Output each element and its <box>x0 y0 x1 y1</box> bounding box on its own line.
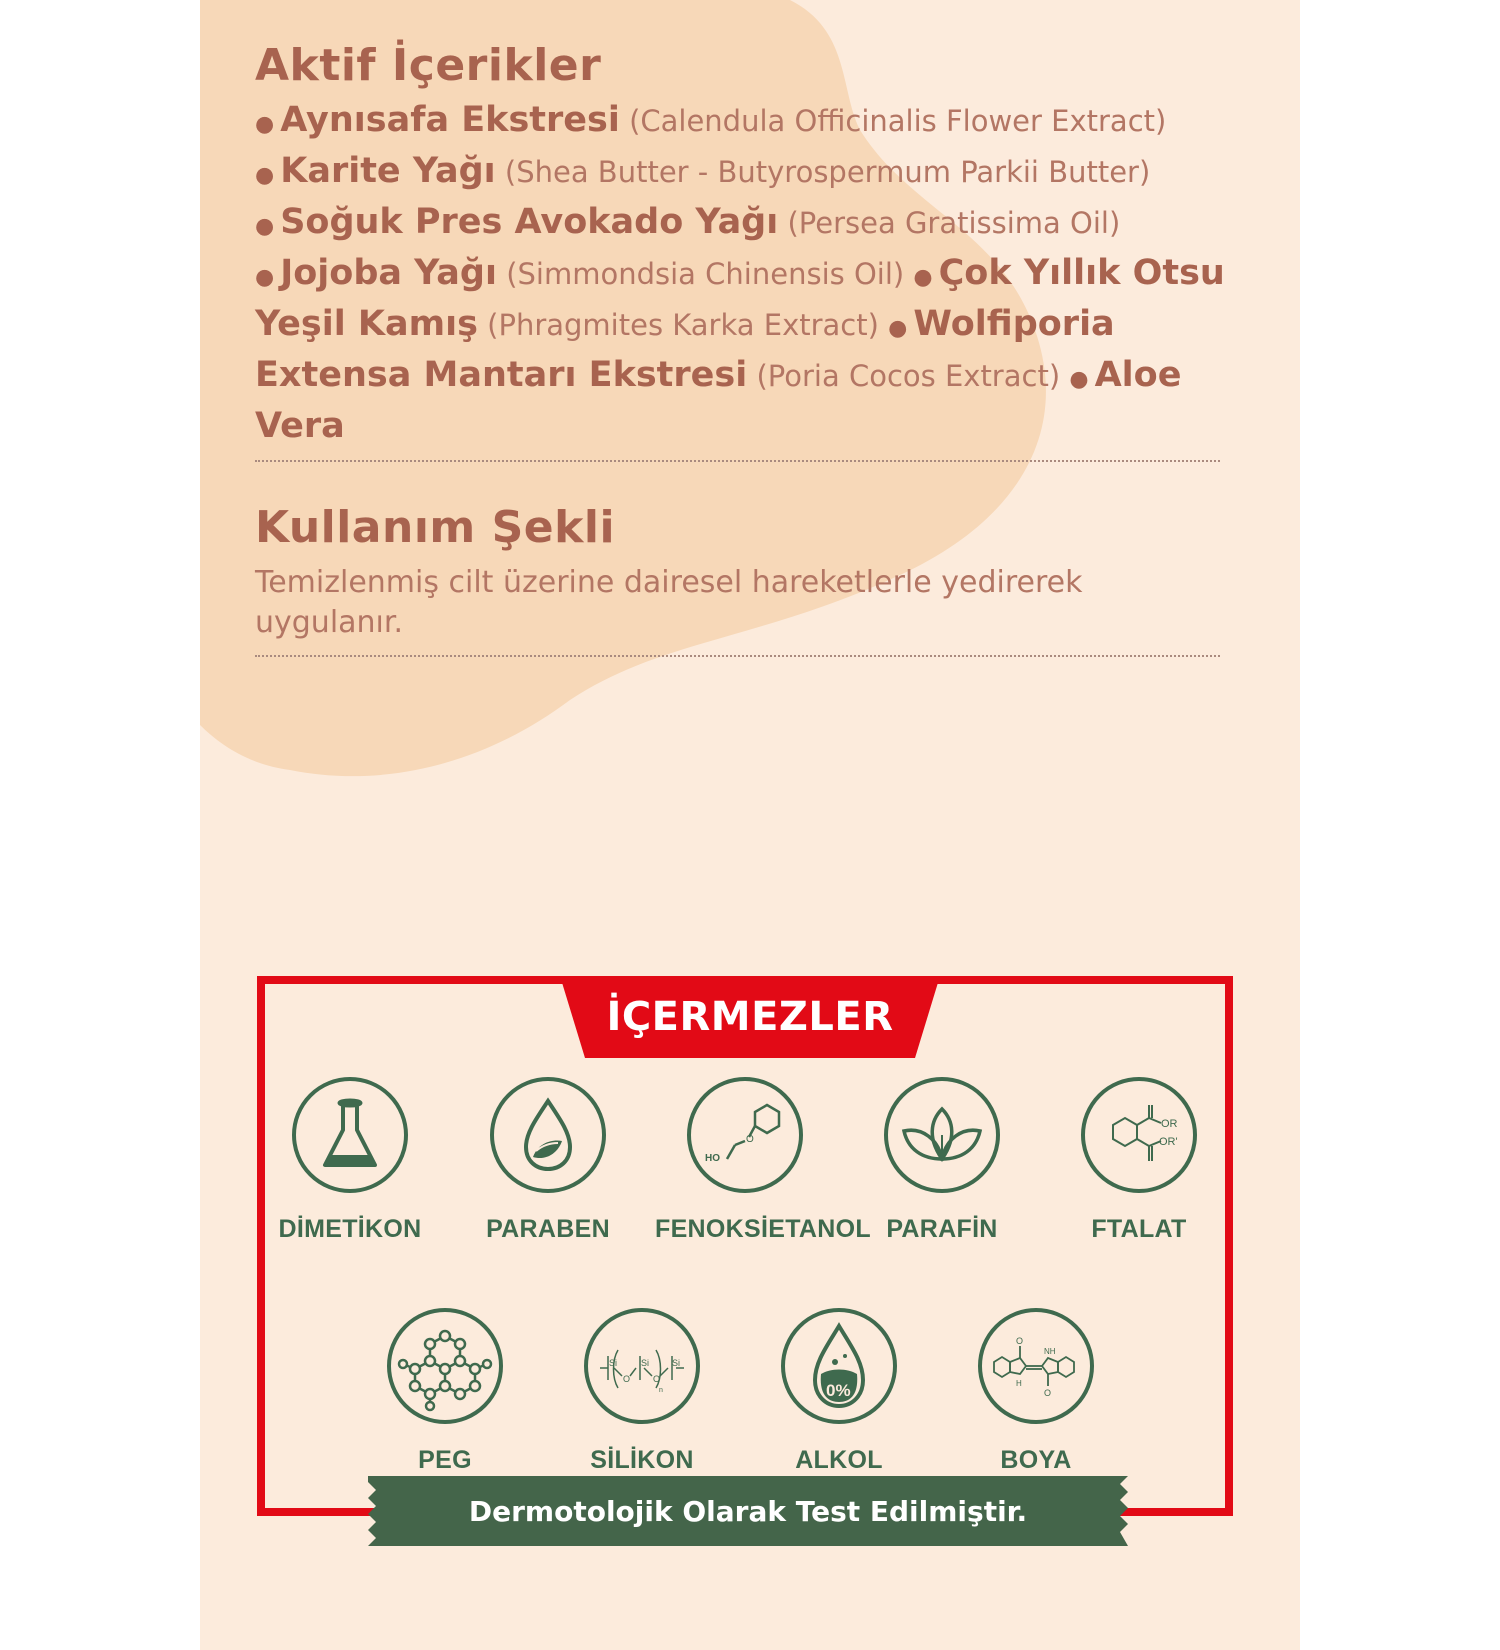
ingredient-item <box>255 151 1151 191</box>
si-text: Si <box>609 1358 618 1368</box>
o-text: O <box>653 1374 661 1384</box>
product-info-page <box>200 0 1300 1650</box>
ingredients-list <box>255 97 1240 450</box>
bullet: ● <box>255 163 275 188</box>
ingredient-scientific-name: (Phragmites Karka Extract) <box>487 308 879 342</box>
ingredient-scientific-name: (Poria Cocos Extract) <box>756 359 1061 393</box>
badge-label: PEG <box>418 1446 472 1474</box>
bullet: ● <box>255 112 275 137</box>
h-text: H <box>1016 1379 1022 1388</box>
drop-leaf-icon <box>488 1075 608 1195</box>
or2-text: OR' <box>1159 1136 1178 1148</box>
ingredient-item <box>255 253 905 293</box>
badge-label: BOYA <box>1000 1446 1072 1474</box>
badge-dimetikon <box>260 1075 440 1244</box>
or-text: OR <box>1161 1118 1178 1130</box>
ingredient-scientific-name: (Persea Gratissima Oil) <box>787 206 1121 240</box>
badge-silikon <box>552 1306 732 1475</box>
ingredient-name: Karite Yağı <box>280 151 496 191</box>
badge-label: FTALAT <box>1091 1215 1187 1243</box>
n-text: n <box>659 1387 663 1394</box>
divider <box>255 460 1220 462</box>
divider <box>255 655 1220 657</box>
badge-ftalat <box>1049 1075 1229 1244</box>
bullet: ● <box>255 265 275 290</box>
badge-fenoksietanol <box>655 1075 871 1244</box>
badge-label: FENOKSİETANOL <box>655 1215 871 1243</box>
badge-label: DİMETİKON <box>278 1215 422 1243</box>
ingredient-scientific-name: (Calendula Officinalis Flower Extract) <box>629 104 1167 138</box>
o-text: O <box>623 1374 631 1384</box>
siloxane-icon <box>582 1306 702 1426</box>
ingredient-name: Aynısafa Ekstresi <box>280 100 620 140</box>
nh-text: NH <box>1044 1347 1056 1356</box>
ingredient-name: Soğuk Pres Avokado Yağı <box>280 202 779 242</box>
free-from-title: İÇERMEZLER <box>606 994 894 1040</box>
active-ingredients-title: Aktif İçerikler <box>255 40 602 91</box>
badge-label: PARABEN <box>486 1215 610 1243</box>
badge-label: SİLİKON <box>590 1446 694 1474</box>
o-text: O <box>1044 1388 1052 1398</box>
molecule-network-icon <box>385 1306 505 1426</box>
badge-boya <box>946 1306 1126 1475</box>
ingredient-name: Aloe Vera <box>255 355 1182 446</box>
free-from-header <box>560 976 940 1058</box>
phthalate-structure-icon <box>1079 1075 1199 1195</box>
indigo-structure-icon <box>976 1306 1096 1426</box>
dermatological-banner <box>368 1476 1128 1546</box>
ho-text: HO <box>705 1153 720 1164</box>
badge-peg <box>355 1306 535 1475</box>
molecule-phenoxy-icon <box>685 1075 805 1195</box>
ingredient-item <box>255 100 1167 140</box>
o-text: O <box>1016 1336 1024 1346</box>
ingredient-scientific-name: (Simmondsia Chinensis Oil) <box>506 257 905 291</box>
ingredient-name: Wolfiporia Extensa Mantarı Ekstresi <box>255 304 1115 395</box>
o-text: O <box>746 1134 754 1145</box>
alcohol-drop-icon <box>779 1306 899 1426</box>
ingredient-scientific-name: (Shea Butter - Butyrospermum Parkii Butter) <box>504 155 1151 189</box>
bullet: ● <box>1069 367 1089 392</box>
leaves-icon <box>882 1075 1002 1195</box>
badge-parafin <box>852 1075 1032 1244</box>
badge-alkol <box>749 1306 929 1475</box>
percent-text: 0% <box>826 1381 851 1400</box>
content-area <box>255 40 1255 657</box>
ingredient-name: Çok Yıllık Otsu Yeşil Kamış <box>255 253 1225 344</box>
si-text: Si <box>672 1358 681 1368</box>
ingredient-name: Jojoba Yağı <box>280 253 497 293</box>
badge-paraben <box>458 1075 638 1244</box>
badge-label: PARAFİN <box>886 1215 998 1243</box>
flask-icon <box>290 1075 410 1195</box>
usage-title: Kullanım Şekli <box>255 502 616 553</box>
bullet: ● <box>255 214 275 239</box>
badge-label: ALKOL <box>795 1446 883 1474</box>
ingredient-item <box>255 202 1121 242</box>
si-text: Si <box>641 1358 650 1368</box>
dermatological-test-text: Dermotolojik Olarak Test Edilmiştir. <box>468 1494 1028 1528</box>
bullet: ● <box>913 265 933 290</box>
usage-text: Temizlenmiş cilt üzerine dairesel hareketlerle yedirerek uygulanır. <box>255 565 1083 640</box>
bullet: ● <box>888 316 908 341</box>
